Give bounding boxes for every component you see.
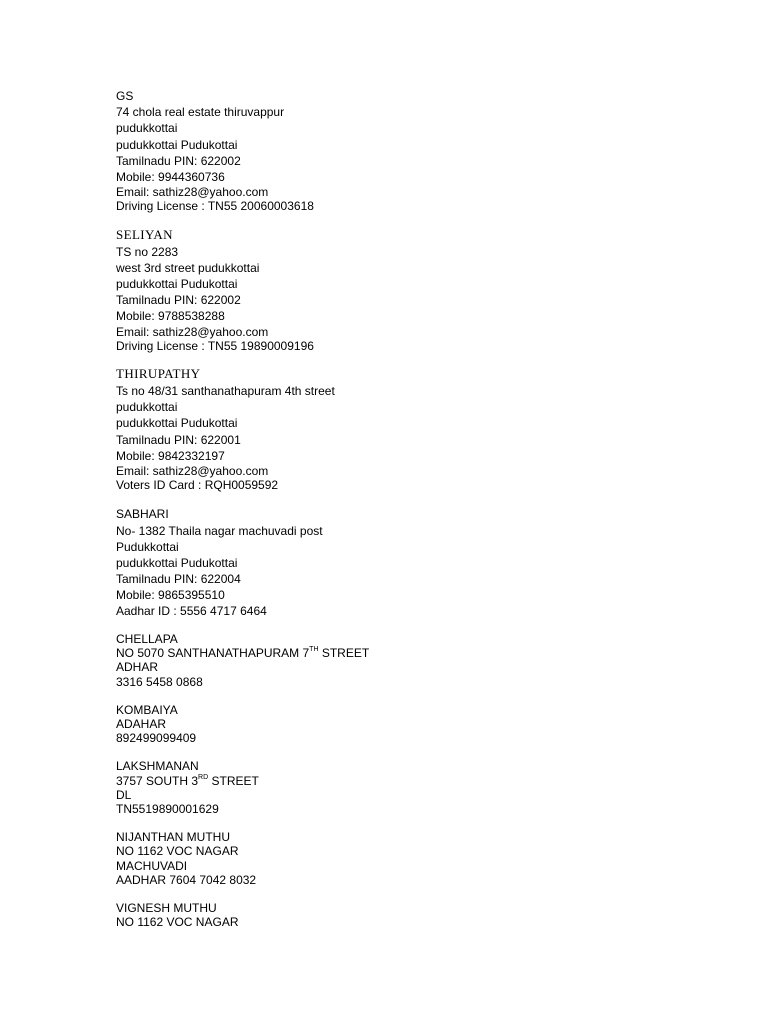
record-vignesh <box>116 901 716 929</box>
address-main: NO 5070 SANTHANATHAPURAM 7 <box>116 646 310 661</box>
address-rest: STREET <box>208 773 259 788</box>
id-type-line: DL <box>116 787 132 802</box>
record-gs <box>116 88 716 214</box>
address-rest: STREET <box>318 646 370 661</box>
address-line: NO 1162 VOC NAGAR <box>116 915 239 930</box>
document-page <box>116 88 716 929</box>
pin-line: Tamilnadu PIN: 622002 <box>116 153 241 168</box>
record-name: SABHARI <box>116 507 169 522</box>
id-line: Driving License : TN55 19890009196 <box>116 338 314 353</box>
address-line: pudukkottai <box>116 121 178 136</box>
id-type-line: ADHAR <box>116 660 159 675</box>
record-seliyan <box>116 226 716 353</box>
record-nijanthan <box>116 830 716 887</box>
id-number-line: AADHAR 7604 7042 8032 <box>116 872 257 887</box>
record-name: GS <box>116 89 134 103</box>
address-main: 3757 SOUTH 3 <box>116 773 199 788</box>
record-name: LAKSHMANAN <box>116 759 199 774</box>
mobile-line: Mobile: 9944360736 <box>116 170 225 185</box>
record-sabhari <box>116 506 716 617</box>
address-line: pudukkottai Pudukottai <box>116 137 238 152</box>
mobile-line: Mobile: 9788538288 <box>116 309 225 324</box>
record-name: THIRUPATHY <box>116 366 201 382</box>
id-line: Driving License : TN55 20060003618 <box>116 199 314 214</box>
address-line: 74 chola real estate thiruvappur <box>116 105 285 120</box>
email-line: Email: sathiz28@yahoo.com <box>116 185 269 200</box>
mobile-line: Mobile: 9865395510 <box>116 588 225 603</box>
address-line: No- 1382 Thaila nagar machuvadi post <box>116 523 323 538</box>
email-line: Email: sathiz28@yahoo.com <box>116 324 269 339</box>
address-line: MACHUVADI <box>116 858 188 873</box>
record-kombaiya <box>116 703 716 746</box>
address-line: Pudukkottai <box>116 539 179 554</box>
pin-line: Tamilnadu PIN: 622004 <box>116 572 241 587</box>
address-line: Ts no 48/31 santhanathapuram 4th street <box>116 384 335 399</box>
address-line: pudukkottai Pudukottai <box>116 556 238 571</box>
id-number-line: 3316 5458 0868 <box>116 674 203 689</box>
id-line: Voters ID Card : RQH0059592 <box>116 478 279 493</box>
id-line: Aadhar ID : 5556 4717 6464 <box>116 603 267 618</box>
address-line: west 3rd street pudukkottai <box>116 260 260 275</box>
pin-line: Tamilnadu PIN: 622002 <box>116 293 241 308</box>
record-thirupathy <box>116 365 716 492</box>
id-type-line: ADAHAR <box>116 716 167 731</box>
address-line: NO 1162 VOC NAGAR <box>116 844 239 859</box>
email-line: Email: sathiz28@yahoo.com <box>116 464 269 479</box>
record-lakshmanan <box>116 759 716 816</box>
mobile-line: Mobile: 9842332197 <box>116 448 225 463</box>
address-line <box>116 646 716 660</box>
record-chellapa <box>116 632 716 689</box>
id-number-line: 892499099409 <box>116 731 197 746</box>
ordinal-suffix: RD <box>198 773 209 781</box>
record-name: NIJANTHAN MUTHU <box>116 830 230 845</box>
address-line <box>116 774 716 788</box>
id-number-line: TN5519890001629 <box>116 801 219 816</box>
record-name: SELIYAN <box>116 226 173 242</box>
address-line: pudukkottai Pudukottai <box>116 277 238 292</box>
record-name: VIGNESH MUTHU <box>116 900 217 915</box>
address-line: pudukkottai <box>116 400 178 415</box>
record-name: KOMBAIYA <box>116 702 178 717</box>
address-line: TS no 2283 <box>116 244 179 259</box>
ordinal-suffix: TH <box>309 646 319 654</box>
record-name: CHELLAPA <box>116 631 178 646</box>
pin-line: Tamilnadu PIN: 622001 <box>116 432 241 447</box>
address-line: pudukkottai Pudukottai <box>116 416 238 431</box>
